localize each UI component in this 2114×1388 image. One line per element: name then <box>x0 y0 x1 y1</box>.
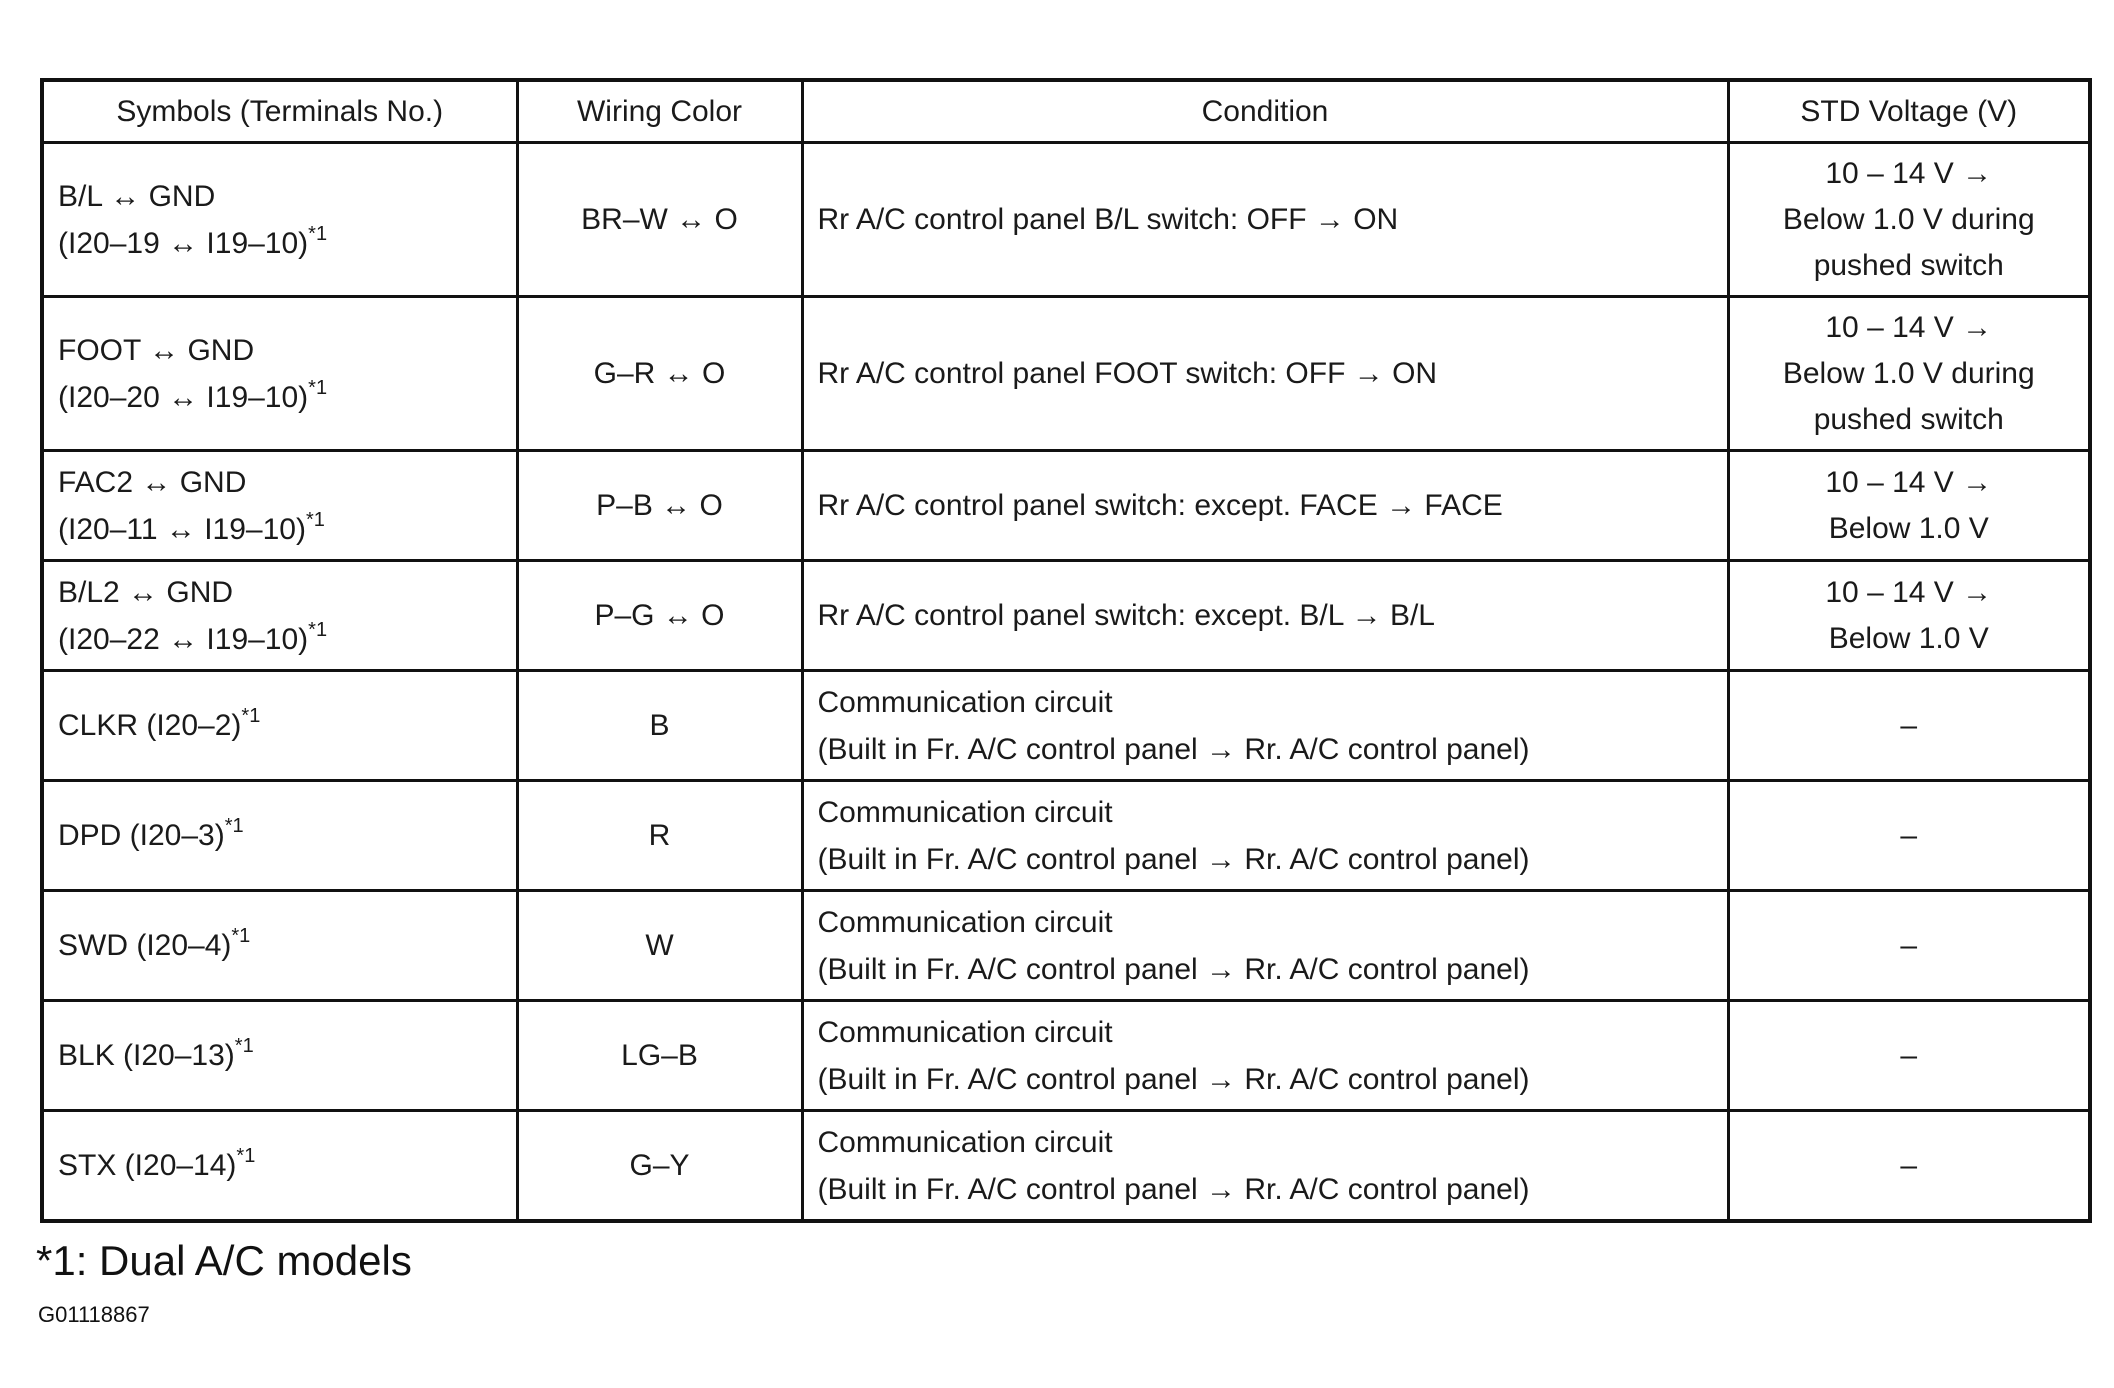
symbol-cell <box>42 1001 517 1111</box>
footnote-marker: *1 <box>308 376 328 399</box>
symbol-name: CLKR (I20–2) <box>58 709 242 742</box>
voltage-cell: – <box>1728 781 2090 891</box>
voltage-cell <box>1728 297 2090 451</box>
symbol-name: SWD (I20–4) <box>58 929 232 962</box>
condition-cell <box>802 891 1728 1001</box>
symbol-name: BLK (I20–13) <box>58 1039 235 1072</box>
wiring-color-cell: G–R ↔ O <box>517 297 802 451</box>
condition-cell <box>802 297 1728 451</box>
table-row <box>42 297 2090 451</box>
condition-detail: (Built in Fr. A/C control panel → Rr. A/C control panel) <box>817 952 1530 986</box>
condition-text: Rr A/C control panel switch: except. B/L → B/L <box>817 599 1435 632</box>
condition-cell <box>802 1111 1728 1222</box>
voltage-line: Below 1.0 V <box>1828 621 1989 655</box>
header-std-voltage: STD Voltage (V) <box>1728 80 2090 143</box>
terminal-voltage-table <box>40 78 2092 1223</box>
table-header-row <box>42 80 2090 143</box>
voltage-cell <box>1728 561 2090 671</box>
table-row <box>42 451 2090 561</box>
condition-text: Rr A/C control panel switch: except. FACE → FACE <box>817 489 1503 522</box>
condition-text: Communication circuit <box>817 1015 1113 1049</box>
symbol-name: B/L ↔ GND <box>58 179 216 213</box>
symbol-name: B/L2 ↔ GND <box>58 575 234 609</box>
condition-detail: (Built in Fr. A/C control panel → Rr. A/C control panel) <box>817 842 1530 876</box>
condition-text: Rr A/C control panel FOOT switch: OFF → ON <box>817 357 1438 390</box>
table-row <box>42 1001 2090 1111</box>
voltage-line: Below 1.0 V during <box>1782 356 2035 390</box>
symbol-cell <box>42 297 517 451</box>
symbol-cell <box>42 1111 517 1222</box>
condition-detail: (Built in Fr. A/C control panel → Rr. A/C control panel) <box>817 1062 1530 1096</box>
symbol-name: STX (I20–14) <box>58 1149 237 1182</box>
voltage-line: 10 – 14 V → <box>1825 310 1993 344</box>
voltage-cell: – <box>1728 1111 2090 1222</box>
footnote-marker: *1 <box>241 705 261 727</box>
voltage-line: 10 – 14 V → <box>1825 575 1993 609</box>
symbol-terminals: (I20–19 ↔ I19–10)$^{*1}$ <box>58 222 328 260</box>
symbol-cell <box>42 143 517 297</box>
voltage-line: pushed switch <box>1813 402 2004 436</box>
footnote-marker: *1 <box>234 1035 254 1057</box>
voltage-line: Below 1.0 V during <box>1782 202 2035 236</box>
wiring-color-cell: P–G ↔ O <box>517 561 802 671</box>
condition-text: Communication circuit <box>817 905 1113 939</box>
symbol-name: FOOT ↔ GND <box>58 333 255 367</box>
symbol-terminals: (I20–11 ↔ I19–10)$^{*1}$ <box>58 508 325 546</box>
voltage-cell: – <box>1728 671 2090 781</box>
symbol-name: FAC2 ↔ GND <box>58 465 247 499</box>
table-row <box>42 891 2090 1001</box>
voltage-line: 10 – 14 V → <box>1825 465 1993 499</box>
condition-cell <box>802 143 1728 297</box>
footnote-marker: *1 <box>236 1145 256 1167</box>
footnote: *1: Dual A/C models <box>36 1237 412 1284</box>
condition-cell <box>802 671 1728 781</box>
header-condition: Condition <box>802 80 1728 143</box>
footnote-marker: *1 <box>308 618 328 641</box>
footnote-marker: *1 <box>224 815 244 837</box>
wiring-color-cell: W <box>517 891 802 1001</box>
footnote-marker: *1 <box>305 508 325 531</box>
table-row <box>42 671 2090 781</box>
table-row <box>42 143 2090 297</box>
wiring-color-cell: BR–W ↔ O <box>517 143 802 297</box>
wiring-color-cell: G–Y <box>517 1111 802 1222</box>
condition-cell <box>802 451 1728 561</box>
voltage-line: Below 1.0 V <box>1828 511 1989 545</box>
condition-detail: (Built in Fr. A/C control panel → Rr. A/C control panel) <box>817 1172 1530 1206</box>
condition-cell <box>802 1001 1728 1111</box>
voltage-cell <box>1728 143 2090 297</box>
voltage-line: pushed switch <box>1813 248 2004 282</box>
symbol-cell <box>42 891 517 1001</box>
header-wiring-color: Wiring Color <box>517 80 802 143</box>
wiring-color-cell: LG–B <box>517 1001 802 1111</box>
symbol-cell <box>42 561 517 671</box>
symbol-cell <box>42 451 517 561</box>
table-row <box>42 1111 2090 1222</box>
condition-text: Communication circuit <box>817 1125 1113 1159</box>
figure-id: G01118867 <box>38 1302 150 1327</box>
condition-text: Rr A/C control panel B/L switch: OFF → ON <box>817 203 1399 236</box>
condition-cell <box>802 561 1728 671</box>
header-symbols: Symbols (Terminals No.) <box>42 80 517 143</box>
voltage-cell: – <box>1728 891 2090 1001</box>
voltage-cell: – <box>1728 1001 2090 1111</box>
condition-text: Communication circuit <box>817 685 1113 719</box>
condition-detail: (Built in Fr. A/C control panel → Rr. A/C control panel) <box>817 732 1530 766</box>
condition-cell <box>802 781 1728 891</box>
footnote-marker: *1 <box>308 222 328 245</box>
wiring-color-cell: P–B ↔ O <box>517 451 802 561</box>
wiring-color-cell: B <box>517 671 802 781</box>
wiring-color-cell: R <box>517 781 802 891</box>
footnote-marker: *1 <box>231 925 251 947</box>
voltage-line: 10 – 14 V → <box>1825 156 1993 190</box>
symbol-cell <box>42 781 517 891</box>
symbol-terminals: (I20–22 ↔ I19–10)$^{*1}$ <box>58 618 328 656</box>
symbol-name: DPD (I20–3) <box>58 819 225 852</box>
table-row <box>42 561 2090 671</box>
symbol-cell <box>42 671 517 781</box>
symbol-terminals: (I20–20 ↔ I19–10)$^{*1}$ <box>58 376 328 414</box>
table-row <box>42 781 2090 891</box>
condition-text: Communication circuit <box>817 795 1113 829</box>
voltage-cell <box>1728 451 2090 561</box>
